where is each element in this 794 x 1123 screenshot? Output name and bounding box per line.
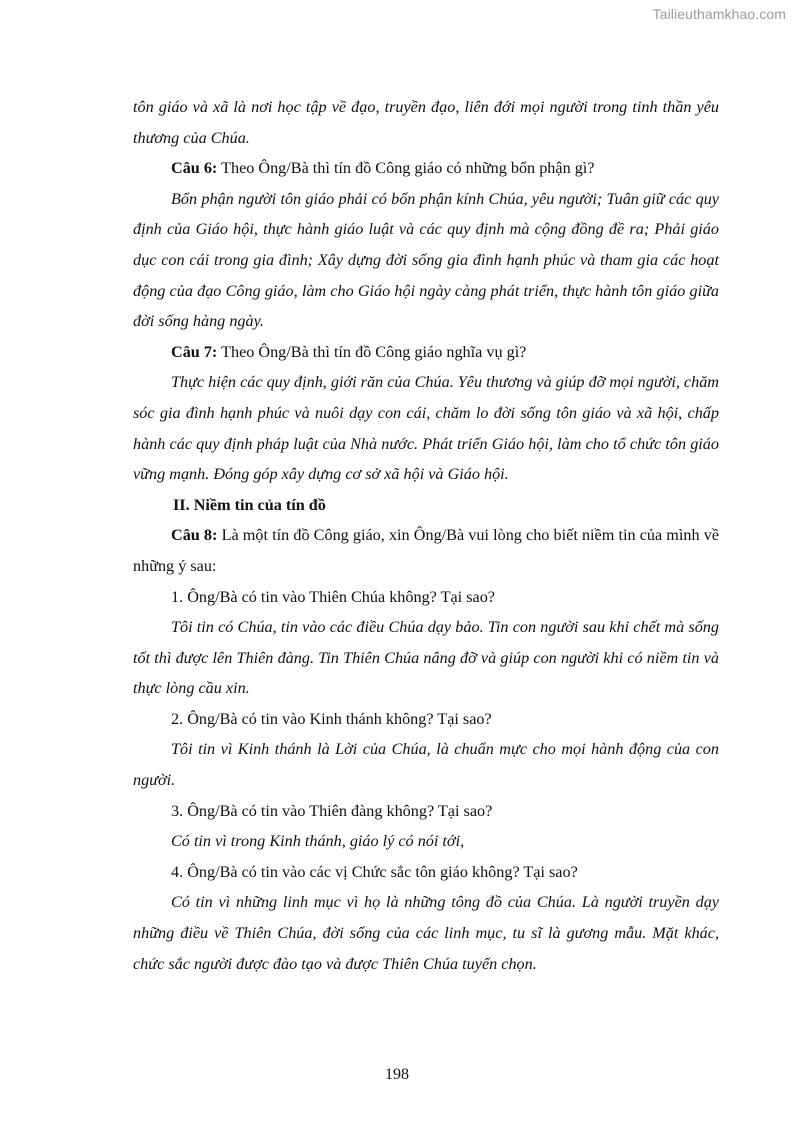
sub-question: 3. Ông/Bà có tin vào Thiên đàng không? Tại sao? [171,801,493,820]
question-label: Câu 6: [171,159,218,178]
page-number: 198 [385,1066,409,1083]
question-text: Là một tín đồ Công giáo, xin Ông/Bà vui lòng cho biết niềm tin của mình về những ý sau: [133,526,720,575]
answer-paragraph: Tôi tin có Chúa, tin vào các điều Chúa dạy bảo. Tin con người sau khi chết mà sống tốt thì được lên Thiên đàng. Tin Thiên Chúa nâng đỡ và giúp con người khi có niềm tin và thực lòng cầu xin. [133,618,719,698]
section-heading: II. Niềm tin của tín đồ [173,495,326,514]
sub-question: 4. Ông/Bà có tin vào các vị Chức sắc tôn giáo không? Tại sao? [171,862,578,881]
page-body [133,92,719,979]
answer-paragraph: Có tin vì những linh mục vì họ là những tông đồ của Chúa. Là người truyền dạy những điều về Thiên Chúa, đời sống của các linh mục, tu sĩ là gương mẫu. Mặt khác, chức sắc người được đào tạo và được Thiên Chúa tuyển chọn. [133,893,719,973]
question-text: Theo Ông/Bà thì tín đồ Công giáo có những bổn phận gì? [221,159,595,178]
answer-paragraph: Có tin vì trong Kinh thánh, giáo lý có nói tới, [171,832,465,851]
sub-question: 1. Ông/Bà có tin vào Thiên Chúa không? Tại sao? [171,587,495,606]
question-label: Câu 7: [171,342,218,361]
question-6 [133,153,719,184]
answer-paragraph: Bổn phận người tôn giáo phải có bổn phận kính Chúa, yêu người; Tuân giữ các quy định của Giáo hội, thực hành giáo luật và các quy định mà cộng đồng đề ra; Phải giáo dục con cái trong gia đình; Xây dựng đời sống gia đình hạnh phúc và tham gia các hoạt động của đạo Công giáo, làm cho Giáo hội ngày càng phát triển, thực hành tôn giáo giữa đời sống hàng ngày. [133,189,719,331]
watermark: Tailieuthamkhao.com [652,6,786,22]
answer-paragraph: Tôi tin vì Kinh thánh là Lời của Chúa, là chuẩn mực cho mọi hành động của con người. [133,740,719,790]
question-8 [133,520,719,581]
answer-paragraph: tôn giáo và xã là nơi học tập về đạo, truyền đạo, liên đới mọi người trong tinh thần yêu thương của Chúa. [133,98,719,147]
question-label: Câu 8: [171,526,218,545]
sub-question: 2. Ông/Bà có tin vào Kinh thánh không? Tại sao? [171,709,492,728]
answer-paragraph: Thực hiện các quy định, giới răn của Chúa. Yêu thương và giúp đỡ mọi người, chăm sóc gia đình hạnh phúc và nuôi dạy con cái, chăm lo đời sống tôn giáo và xã hội, chấp hành các quy định pháp luật của Nhà nước. Phát triển Giáo hội, làm cho tổ chức tôn giáo vững mạnh. Đóng góp xây dựng cơ sở xã hội và Giáo hội. [133,373,719,484]
question-text: Theo Ông/Bà thì tín đồ Công giáo nghĩa vụ gì? [221,342,527,361]
question-7 [133,337,719,368]
